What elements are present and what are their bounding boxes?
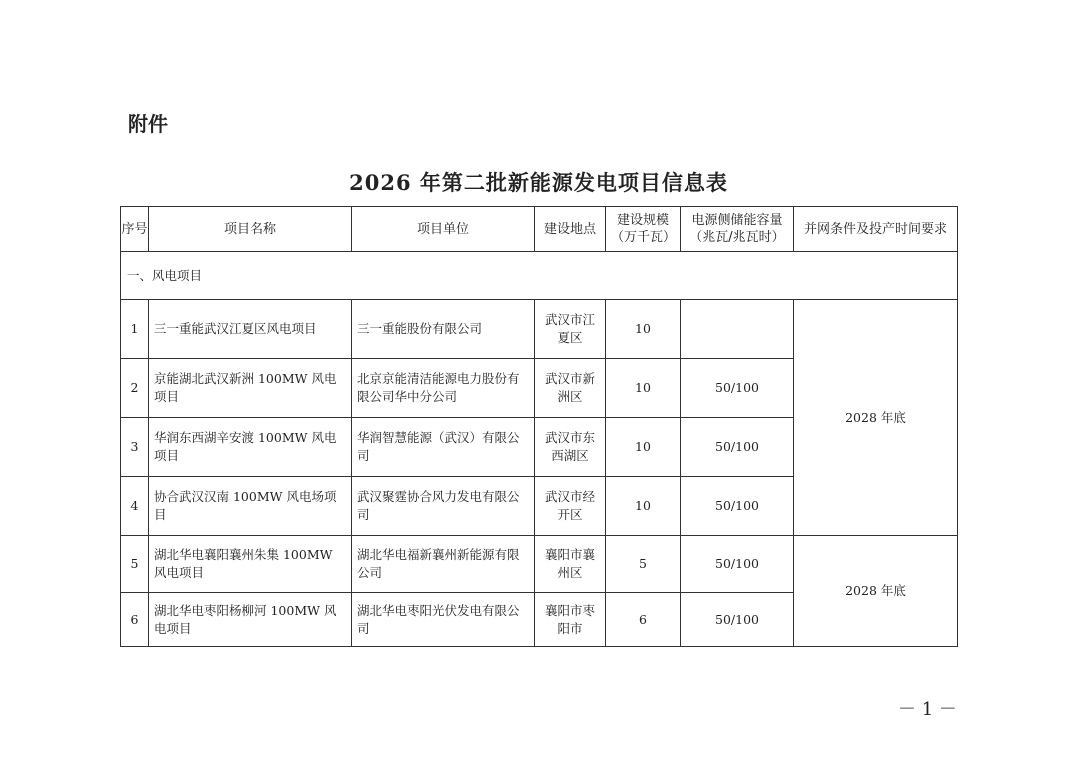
row-location: 武汉市江夏区 [535,300,606,359]
row-location: 襄阳市枣阳市 [535,593,606,647]
row-storage: 50/100 [681,359,794,418]
row-seq: 4 [121,477,149,536]
row-seq: 3 [121,418,149,477]
row-location: 武汉市东西湖区 [535,418,606,477]
row-scale: 10 [606,300,681,359]
header-grid: 并网条件及投产时间要求 [794,207,958,252]
row-unit: 湖北华电枣阳光伏发电有限公司 [352,593,535,647]
row-name: 湖北华电襄阳襄州朱集 100MW 风电项目 [149,536,352,593]
row-scale: 6 [606,593,681,647]
row-scale: 10 [606,418,681,477]
page-number: － 1 － [898,699,957,720]
row-seq: 2 [121,359,149,418]
row-storage: 50/100 [681,477,794,536]
header-unit: 项目单位 [352,207,535,252]
row-unit: 华润智慧能源（武汉）有限公司 [352,418,535,477]
row-unit: 北京京能清洁能源电力股份有限公司华中分公司 [352,359,535,418]
row-storage: 50/100 [681,418,794,477]
project-table [120,206,958,647]
header-row [121,207,958,252]
header-storage: 电源侧储能容量（兆瓦/兆瓦时） [681,207,794,252]
attachment-label: 附件 [128,112,168,136]
header-scale: 建设规模（万千瓦） [606,207,681,252]
grid-requirement-group-2: 2028 年底 [794,536,958,647]
grid-requirement-group-1: 2028 年底 [794,300,958,536]
row-name: 京能湖北武汉新洲 100MW 风电项目 [149,359,352,418]
document-title: 2026 年第二批新能源发电项目信息表 [349,170,728,195]
row-unit: 武汉聚霆协合风力发电有限公司 [352,477,535,536]
row-name: 湖北华电枣阳杨柳河 100MW 风电项目 [149,593,352,647]
row-location: 襄阳市襄州区 [535,536,606,593]
header-seq: 序号 [121,207,149,252]
row-location: 武汉市新洲区 [535,359,606,418]
row-unit: 三一重能股份有限公司 [352,300,535,359]
row-name: 华润东西湖辛安渡 100MW 风电项目 [149,418,352,477]
header-location: 建设地点 [535,207,606,252]
section-title: 一、风电项目 [121,252,958,300]
row-scale: 10 [606,359,681,418]
table-row [121,536,958,593]
row-name: 协合武汉汉南 100MW 风电场项目 [149,477,352,536]
header-name: 项目名称 [149,207,352,252]
row-location: 武汉市经开区 [535,477,606,536]
row-unit: 湖北华电福新襄州新能源有限公司 [352,536,535,593]
row-storage: 50/100 [681,593,794,647]
section-row [121,252,958,300]
row-scale: 5 [606,536,681,593]
row-seq: 6 [121,593,149,647]
row-scale: 10 [606,477,681,536]
table-row [121,300,958,359]
row-seq: 1 [121,300,149,359]
row-name: 三一重能武汉江夏区风电项目 [149,300,352,359]
row-storage [681,300,794,359]
row-seq: 5 [121,536,149,593]
row-storage: 50/100 [681,536,794,593]
